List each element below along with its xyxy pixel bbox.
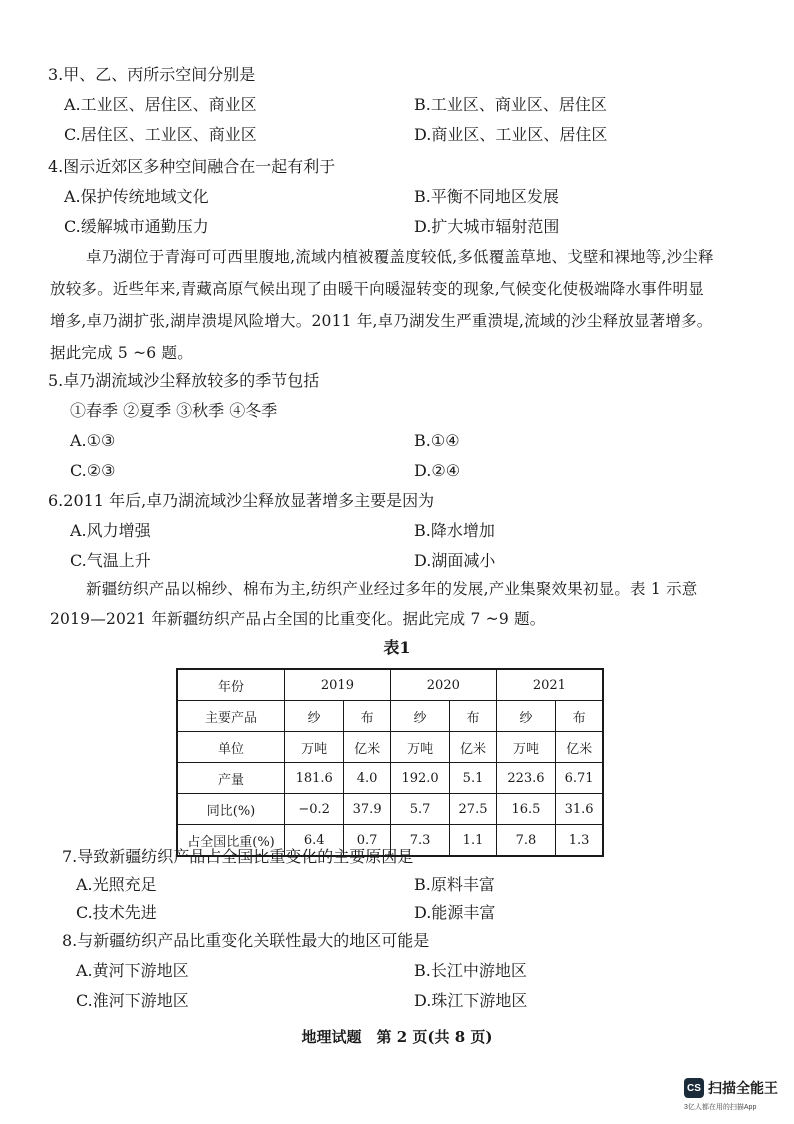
yoy-cell: 37.9 xyxy=(344,794,391,825)
question-4-option-b: B.平衡不同地区发展 xyxy=(414,187,559,206)
output-cell: 6.71 xyxy=(556,763,603,794)
unit-label: 单位 xyxy=(177,732,285,763)
unit-cell: 亿米 xyxy=(450,732,497,763)
product-cell: 布 xyxy=(556,701,603,732)
question-5-option-c: C.②③ xyxy=(70,461,116,480)
product-cell: 纱 xyxy=(285,701,344,732)
question-8-option-b: B.长江中游地区 xyxy=(414,961,527,980)
share-cell: 7.3 xyxy=(390,825,449,857)
unit-cell: 万吨 xyxy=(496,732,555,763)
yoy-cell: −0.2 xyxy=(285,794,344,825)
yoy-label: 同比(%) xyxy=(177,794,285,825)
share-label: 占全国比重(%) xyxy=(177,825,285,857)
share-cell: 0.7 xyxy=(344,825,391,857)
yoy-cell: 31.6 xyxy=(556,794,603,825)
passage-1-line-3: 增多,卓乃湖扩张,湖岸溃堤风险增大。2011 年,卓乃湖发生严重溃堤,流域的沙尘释放显著增多。 xyxy=(50,312,713,330)
unit-cell: 亿米 xyxy=(344,732,391,763)
product-cell: 纱 xyxy=(496,701,555,732)
question-8-option-c: C.淮河下游地区 xyxy=(76,991,189,1010)
output-label: 产量 xyxy=(177,763,285,794)
output-cell: 181.6 xyxy=(285,763,344,794)
question-7-option-a: A.光照充足 xyxy=(76,875,157,894)
table-row-output xyxy=(177,763,603,794)
question-7-stem: 7.导致新疆纺织产品占全国比重变化的主要原因是 xyxy=(62,847,414,866)
table-row-products xyxy=(177,701,603,732)
product-label: 主要产品 xyxy=(177,701,285,732)
share-cell: 6.4 xyxy=(285,825,344,857)
output-cell: 5.1 xyxy=(450,763,497,794)
page-footer: 地理试题 第 2 页(共 8 页) xyxy=(301,1028,493,1046)
passage-1-line-4: 据此完成 5 ~6 题。 xyxy=(50,344,193,362)
question-6-stem: 6.2011 年后,卓乃湖流域沙尘释放显著增多主要是因为 xyxy=(48,491,435,510)
year-cell: 2021 xyxy=(496,669,603,701)
passage-1-line-2: 放较多。近些年来,青藏高原气候出现了由暖干向暖湿转变的现象,气候变化使极端降水事件明显 xyxy=(50,280,704,298)
table-row-units xyxy=(177,732,603,763)
question-4-option-c: C.缓解城市通勤压力 xyxy=(64,217,209,236)
camscanner-name: 扫描全能王 xyxy=(708,1080,778,1096)
textile-data-table xyxy=(176,668,604,857)
yoy-cell: 5.7 xyxy=(390,794,449,825)
question-8-stem: 8.与新疆纺织产品比重变化关联性最大的地区可能是 xyxy=(62,931,430,950)
product-cell: 纱 xyxy=(390,701,449,732)
camscanner-logo-icon: CS xyxy=(684,1078,704,1098)
question-7-option-d: D.能源丰富 xyxy=(414,903,496,922)
share-cell: 1.3 xyxy=(556,825,603,857)
table-row-yoy xyxy=(177,794,603,825)
question-3-stem: 3.甲、乙、丙所示空间分别是 xyxy=(48,65,256,84)
passage-2-line-1: 新疆纺织产品以棉纱、棉布为主,纺织产业经过多年的发展,产业集聚效果初显。表 1 示意 xyxy=(86,580,698,598)
question-3-option-c: C.居住区、工业区、商业区 xyxy=(64,125,257,144)
question-8-option-d: D.珠江下游地区 xyxy=(414,991,528,1010)
question-5-option-a: A.①③ xyxy=(70,431,116,450)
question-6-option-a: A.风力增强 xyxy=(70,521,151,540)
year-label: 年份 xyxy=(177,669,285,701)
question-4-option-d: D.扩大城市辐射范围 xyxy=(414,217,560,236)
year-cell: 2019 xyxy=(285,669,391,701)
share-cell: 1.1 xyxy=(450,825,497,857)
product-cell: 布 xyxy=(450,701,497,732)
question-3-option-a: A.工业区、居住区、商业区 xyxy=(64,95,257,114)
share-cell: 7.8 xyxy=(496,825,555,857)
question-5-option-d: D.②④ xyxy=(414,461,461,480)
unit-cell: 万吨 xyxy=(390,732,449,763)
question-7-option-c: C.技术先进 xyxy=(76,903,157,922)
passage-1-line-1: 卓乃湖位于青海可可西里腹地,流域内植被覆盖度较低,多低覆盖草地、戈壁和裸地等,沙尘释 xyxy=(86,248,714,266)
product-cell: 布 xyxy=(344,701,391,732)
yoy-cell: 16.5 xyxy=(496,794,555,825)
year-cell: 2020 xyxy=(390,669,496,701)
table-row-years xyxy=(177,669,603,701)
passage-2-line-2: 2019—2021 年新疆纺织产品占全国的比重变化。据此完成 7 ~9 题。 xyxy=(50,610,546,628)
question-6-option-d: D.湖面减小 xyxy=(414,551,496,570)
unit-cell: 亿米 xyxy=(556,732,603,763)
question-8-option-a: A.黄河下游地区 xyxy=(76,961,189,980)
question-4-option-a: A.保护传统地域文化 xyxy=(64,187,209,206)
question-4-stem: 4.图示近郊区多种空间融合在一起有利于 xyxy=(48,157,336,176)
question-3-option-b: B.工业区、商业区、居住区 xyxy=(414,95,607,114)
unit-cell: 万吨 xyxy=(285,732,344,763)
camscanner-tagline: 3亿人都在用的扫描App xyxy=(684,1104,757,1111)
question-7-option-b: B.原料丰富 xyxy=(414,875,495,894)
output-cell: 4.0 xyxy=(344,763,391,794)
output-cell: 223.6 xyxy=(496,763,555,794)
question-5-items: ①春季 ②夏季 ③秋季 ④冬季 xyxy=(70,401,278,420)
yoy-cell: 27.5 xyxy=(450,794,497,825)
output-cell: 192.0 xyxy=(390,763,449,794)
table-title: 表1 xyxy=(383,638,411,657)
question-6-option-b: B.降水增加 xyxy=(414,521,495,540)
question-6-option-c: C.气温上升 xyxy=(70,551,151,570)
question-3-option-d: D.商业区、工业区、居住区 xyxy=(414,125,608,144)
question-5-stem: 5.卓乃湖流域沙尘释放较多的季节包括 xyxy=(48,371,320,390)
question-5-option-b: B.①④ xyxy=(414,431,460,450)
